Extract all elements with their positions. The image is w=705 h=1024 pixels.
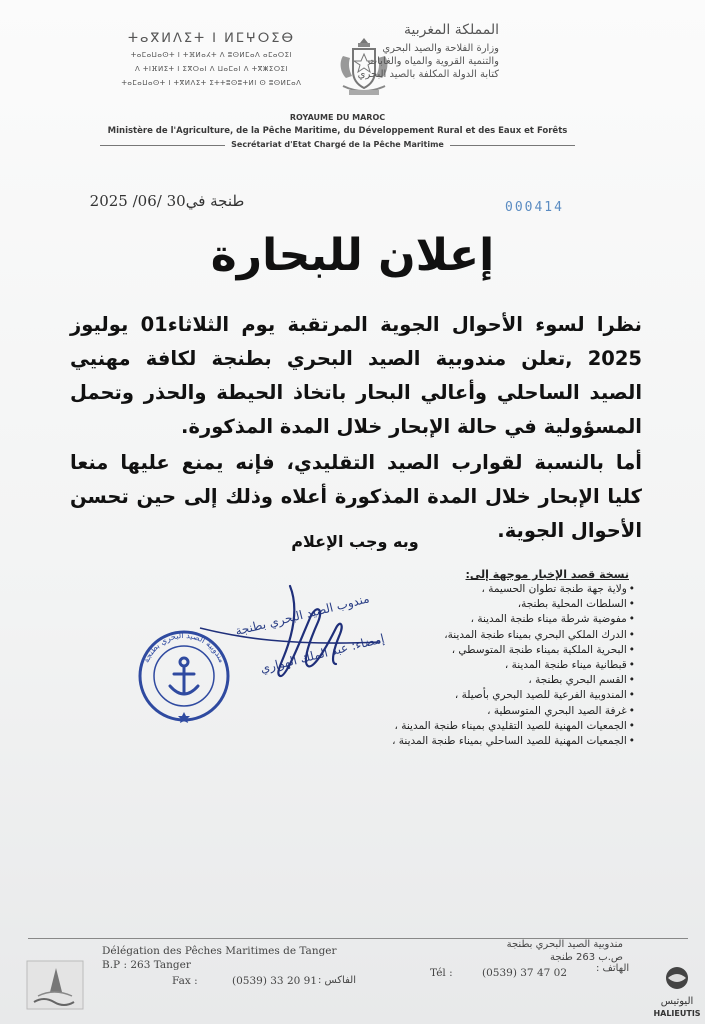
document-date: طنجة في30 /06/ 2025 bbox=[89, 192, 245, 210]
tel-label-arabic: الهاتف : bbox=[596, 963, 630, 974]
footer-arabic-po-box: ص.ب 263 طنجة bbox=[550, 952, 623, 963]
arabic-line-4: كتابة الدولة المكلفة بالصيد البحري bbox=[357, 69, 499, 80]
divider-right bbox=[450, 145, 575, 146]
fax-label-arabic: الفاكس : bbox=[318, 975, 356, 986]
svg-text:مندوبية الصيد البحري بطنجة: مندوبية الصيد البحري بطنجة bbox=[141, 630, 227, 665]
footer-arabic bbox=[507, 938, 623, 964]
divider-left bbox=[100, 145, 225, 146]
anchor-icon bbox=[170, 658, 198, 694]
svg-text:اليوتيس: اليوتيس bbox=[660, 996, 694, 1007]
header-arabic bbox=[349, 20, 499, 81]
official-stamp bbox=[136, 628, 232, 724]
tifinagh-line-2: ⵜⴰⵎⴰⵡⴰⵙⵜ ⵏ ⵜⴼⵍⴰⵃⵜ ⴷ ⵓⵙⵍⵎⴰⴷ ⴰⵎⴰⵔⵉⵏ bbox=[130, 51, 293, 59]
document-title: إعلان للبحارة bbox=[210, 230, 495, 281]
closing-line: وبه وجب الإعلام bbox=[291, 532, 419, 551]
fax-label: Fax : bbox=[172, 975, 198, 987]
svg-text:مندوب الصيد البحري بطنجة: مندوب الصيد البحري بطنجة bbox=[233, 591, 371, 639]
ministry-name: Ministère de l'Agriculture, de la Pêche Maritime, du Développement Rural et des Eaux et Forêts bbox=[107, 126, 568, 136]
copies-item: • السلطات المحلية بطنجة، bbox=[345, 597, 635, 612]
reference-number: 000414 bbox=[505, 200, 564, 215]
copies-item: • الجمعيات المهنية للصيد الساحلي بميناء طنجة المدينة ، bbox=[345, 734, 635, 749]
tifinagh-line-4: ⵜⴰⵎⴰⵡⴰⵙⵜ ⵏ ⵜⴳⵍⴷⵉⵜ ⵉⵜⵜⵓⵙⵓⵜⵍⵏ ⵙ ⵓⵙⵍⵎⴰⴷ bbox=[121, 79, 302, 87]
fax-number: (0539) 33 20 91 bbox=[232, 975, 318, 987]
header-french bbox=[100, 112, 575, 152]
tifinagh-line-1: ⵜⴰⴳⵍⴷⵉⵜ ⵏ ⵍⵎⵖⵔⵉⴱ bbox=[127, 31, 296, 46]
svg-text:إمضاء: عبد الملك الهواري: إمضاء: عبد الملك الهواري bbox=[258, 631, 386, 676]
copies-item: • القسم البحري بطنجة ، bbox=[345, 673, 635, 688]
arabic-line-2: وزارة الفلاحة والصيد البحري bbox=[382, 43, 499, 54]
announcement-body bbox=[70, 308, 642, 548]
footer-french bbox=[102, 944, 337, 972]
header-tifinagh bbox=[104, 30, 319, 90]
secretariat-row bbox=[100, 138, 575, 152]
copies-item: • الدرك الملكي البحري بميناء طنجة المدينة، bbox=[345, 628, 635, 643]
tel-number: (0539) 37 47 02 bbox=[482, 967, 568, 979]
copies-item: • المندوبية الفرعية للصيد البحري بأصيلة ، bbox=[345, 688, 635, 703]
copies-item: • غرفة الصيد البحري المتوسطية ، bbox=[345, 704, 635, 719]
copies-heading: نسخة قصد الإخبار موجهة إلى: bbox=[465, 568, 629, 581]
copies-item: • الجمعيات المهنية للصيد التقليدي بميناء طنجة المدينة ، bbox=[345, 719, 635, 734]
footer-delegation: Délégation des Pêches Maritimes de Tanger bbox=[102, 945, 337, 957]
copies-item: • قبطانية ميناء طنجة المدينة ، bbox=[345, 658, 635, 673]
svg-text:HALIEUTIS: HALIEUTIS bbox=[653, 1009, 701, 1018]
kingdom-name: ROYAUME DU MAROC bbox=[289, 113, 386, 122]
footer-arabic-delegation: مندوبية الصيد البحري بطنجة bbox=[506, 939, 623, 950]
arabic-line-1: المملكة المغربية bbox=[403, 22, 499, 38]
copies-item: • ولاية جهة طنجة تطوان الحسيمة ، bbox=[345, 582, 635, 597]
body-paragraph-1: نظرا لسوء الأحوال الجوية المرتقبة يوم الثلاثاء01 يوليوز 2025 ,تعلن مندوبية الصيد البحري بطنجة لكافة مهنيي الصيد الساحلي وأعالي البحار باتخاذ الحيطة والحذر وتحمل المسؤولية في حالة الإبحار خلال المدة المذكورة. bbox=[70, 313, 642, 438]
body-paragraph-2: أما بالنسبة لقوارب الصيد التقليدي، فإنه يمنع عليها منعا كليا الإبحار خلال المدة المذكورة أعلاه وذلك إلى حين تحسن الأحوال الجوية. bbox=[70, 451, 642, 542]
footer-po-box: B.P : 263 Tanger bbox=[102, 959, 191, 971]
halieutis-logo bbox=[652, 964, 702, 1020]
tel-label: Tél : bbox=[430, 967, 453, 979]
tifinagh-line-3: ⴷ ⵜⵏⴼⵍⵉⵜ ⵏ ⵉⴳⵔⴰⵏ ⴷ ⵡⴰⵎⴰⵏ ⴷ ⵜⴳⵥⵉⵔⵉⵏ bbox=[134, 65, 289, 73]
secretariat-name: Secrétariat d'Etat Chargé de la Pêche Maritime bbox=[231, 140, 444, 149]
copies-item: • مفوضية شرطة ميناء طنجة المدينة ، bbox=[345, 612, 635, 627]
copies-item: • البحرية الملكية بميناء طنجة المتوسطي ، bbox=[345, 643, 635, 658]
ministry-logo-icon bbox=[26, 960, 84, 1010]
arabic-line-3: والتنمية القروية والمياه والغابات bbox=[367, 56, 499, 67]
